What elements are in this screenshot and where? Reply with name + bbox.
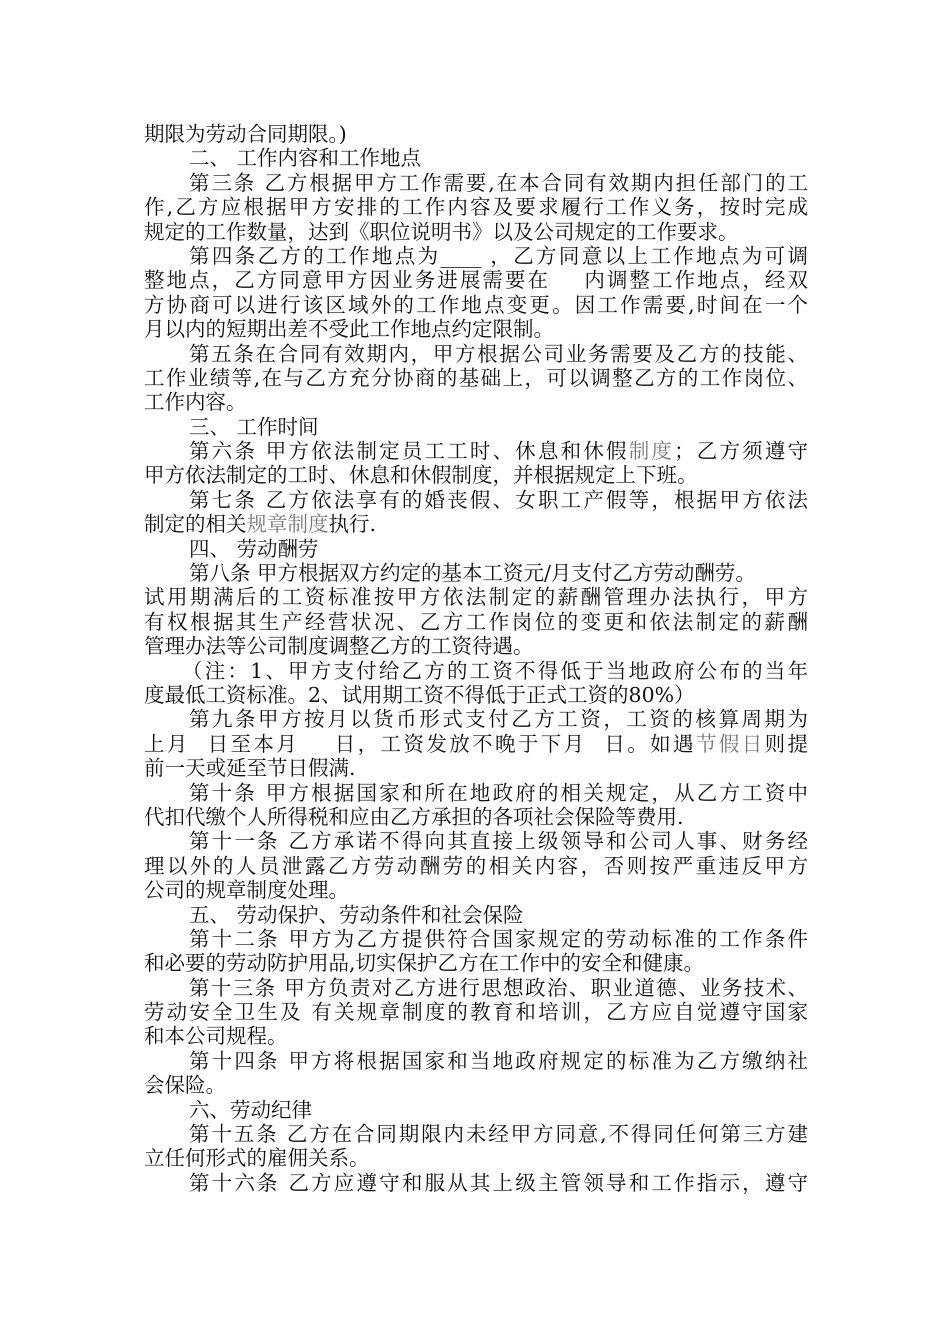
- document-line: [144, 903, 808, 927]
- document-line: [144, 1171, 808, 1195]
- document-line: [144, 171, 808, 195]
- line-text: 第十五条 乙方在合同期限内未经甲方同意,不得同任何第三方建: [189, 1122, 808, 1147]
- line-text: 第三条 乙方根据甲方工作需要,在本合同有效期内担任部门的工: [189, 170, 808, 195]
- line-text: 期限为劳动合同期限。): [144, 122, 347, 146]
- line-text: 劳动安全卫生及 有关规章制度的教育和培训，乙方应自觉遵守国家: [144, 1000, 808, 1025]
- line-text: 代扣代缴个人所得税和应由乙方承担的各项社会保险等费用.: [144, 804, 684, 829]
- line-text: 第五条在合同有效期内，甲方根据公司业务需要及乙方的技能、: [189, 341, 808, 366]
- line-text: 立任何形式的雇佣关系。: [144, 1146, 370, 1171]
- line-text: 五、 劳动保护、劳动条件和社会保险: [189, 902, 524, 927]
- line-text: 上月 日至本月 日，工资发放不晚于下月 日。如遇: [144, 731, 696, 756]
- line-text: 第九条甲方按月以货币形式支付乙方工资，工资的核算周期为: [189, 707, 808, 732]
- document-line: [144, 537, 808, 561]
- document-line: [144, 1000, 808, 1024]
- line-text: 第十二条 甲方为乙方提供符合国家规定的劳动标准的工作条件: [189, 926, 808, 951]
- line-text: 第四条乙方的工作地点为____ ，乙方同意以上工作地点为可调: [189, 243, 808, 268]
- document-line: [144, 1098, 808, 1122]
- line-text: 六、劳动纪律: [189, 1097, 312, 1122]
- document-line: [144, 610, 808, 634]
- line-text: 和本公司规程。: [144, 1024, 288, 1049]
- line-text: 前一天或延至节日假满.: [144, 756, 356, 781]
- line-text: 管理办法等公司制度调整乙方的工资待遇。: [144, 634, 534, 659]
- line-text: 第十条 甲方根据国家和所在地政府的相关规定，从乙方工资中: [189, 780, 808, 805]
- document-body: [144, 122, 808, 1195]
- document-line: [144, 415, 808, 439]
- line-text: 甲方依法制定的工时、休息和休假制度，并根据规定上下班。: [144, 463, 698, 488]
- document-line: [144, 463, 808, 487]
- document-line: [144, 488, 808, 512]
- document-line: [144, 659, 808, 683]
- document-line: [144, 585, 808, 609]
- line-text: 第六条 甲方依法制定员工工时、休息和休假: [189, 439, 629, 464]
- line-text: （注：1、甲方支付给乙方的工资不得低于当地政府公布的当年: [182, 658, 808, 683]
- document-line: [144, 805, 808, 829]
- line-text: 作,乙方应根据甲方安排的工作内容及要求履行工作义务，按时完成: [144, 195, 808, 220]
- line-text: 第十六条 乙方应遵守和服从其上级主管领导和工作指示，遵守: [189, 1170, 808, 1195]
- document-line: [144, 951, 808, 975]
- document-line: [144, 707, 808, 731]
- document-line: [144, 561, 808, 585]
- document-line: [144, 829, 808, 853]
- document-line: [144, 756, 808, 780]
- document-line: [144, 220, 808, 244]
- line-text: 理以外的人员泄露乙方劳动酬劳的相关内容，否则按严重违反甲方: [144, 853, 808, 878]
- line-text: 第八条 甲方根据双方约定的基本工资元/月支付乙方劳动酬劳。: [189, 561, 756, 586]
- document-line: [144, 317, 808, 341]
- document-line: [144, 781, 808, 805]
- document-line: [144, 1146, 808, 1170]
- document-line: [144, 122, 808, 146]
- document-line: [144, 1073, 808, 1097]
- line-text: 第十四条 甲方将根据国家和当地政府规定的标准为乙方缴纳社: [189, 1048, 808, 1073]
- document-line: [144, 390, 808, 414]
- line-text-tail: 执行.: [328, 512, 377, 537]
- line-text: 制定的相关: [144, 512, 247, 537]
- document-line: [144, 146, 808, 170]
- document-line: [144, 1122, 808, 1146]
- document-line: [144, 195, 808, 219]
- document-line: [144, 244, 808, 268]
- line-text: 有权根据其生产经营状况、乙方工作岗位的变更和依法制定的薪酬: [144, 609, 808, 634]
- document-line: [144, 342, 808, 366]
- highlighted-term: 规章制度: [246, 512, 329, 537]
- line-text: 整地点，乙方同意甲方因业务进展需要在 内调整工作地点，经双: [144, 268, 808, 293]
- line-text-tail: ；乙方须遵守: [674, 439, 809, 464]
- line-text: 规定的工作数量，达到《职位说明书》以及公司规定的工作要求。: [144, 219, 739, 244]
- line-text: 公司的规章制度处理。: [144, 878, 349, 903]
- line-text: 工作内容。: [144, 390, 247, 415]
- document-line: [144, 854, 808, 878]
- document-line: [144, 293, 808, 317]
- line-text: 四、 劳动酬劳: [189, 536, 319, 561]
- document-line: [144, 1049, 808, 1073]
- document-line: [144, 634, 808, 658]
- line-text: 工作业绩等,在与乙方充分协商的基础上，可以调整乙方的工作岗位、: [144, 365, 808, 390]
- document-line: [144, 732, 808, 756]
- document-line: [144, 439, 808, 463]
- document-line: [144, 366, 808, 390]
- line-text: 试用期满后的工资标准按甲方依法制定的薪酬管理办法执行，甲方: [144, 585, 808, 610]
- line-text: 第十三条 甲方负责对乙方进行思想政治、职业道德、业务技术、: [189, 975, 808, 1000]
- highlighted-term: 节假日: [695, 731, 765, 756]
- line-text: 和必要的劳动防护用品,切实保护乙方在工作中的安全和健康。: [144, 951, 705, 976]
- line-text: 第十一条 乙方承诺不得向其直接上级领导和公司人事、财务经: [189, 829, 808, 854]
- highlighted-term: 制度: [628, 439, 675, 464]
- line-text: 第七条 乙方依法享有的婚丧假、女职工产假等，根据甲方依法: [189, 487, 808, 512]
- line-text: 方协商可以进行该区域外的工作地点变更。因工作需要,时间在一个: [144, 292, 808, 317]
- line-text: 会保险。: [144, 1073, 226, 1098]
- document-line: [144, 512, 808, 536]
- line-text-tail: 则提: [764, 731, 808, 756]
- document-line: [144, 1024, 808, 1048]
- document-line: [144, 878, 808, 902]
- line-text: 三、 工作时间: [189, 414, 319, 439]
- document-line: [144, 976, 808, 1000]
- line-text: 度最低工资标准。2、试用期工资不得低于正式工资的80%）: [144, 682, 695, 707]
- document-line: [144, 927, 808, 951]
- document-line: [144, 268, 808, 292]
- line-text: 月以内的短期出差不受此工作地点约定限制。: [144, 317, 554, 342]
- line-text: 二、 工作内容和工作地点: [189, 146, 422, 171]
- document-line: [144, 683, 808, 707]
